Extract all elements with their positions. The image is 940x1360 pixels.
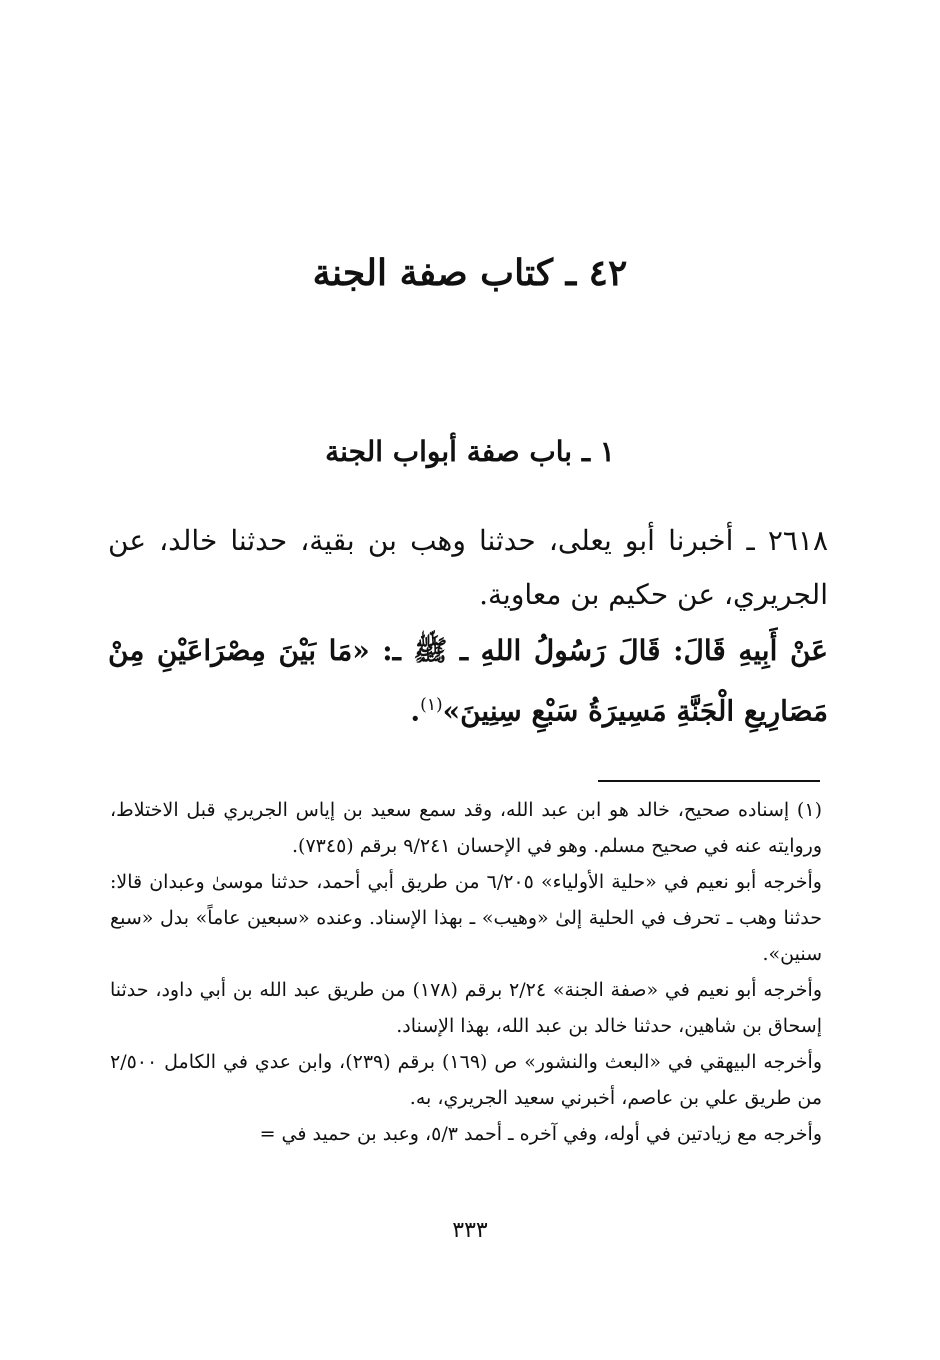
footnote-paragraph: وأخرجه مع زيادتين في أوله، وفي آخره ـ أحمد ٥/٣، وعبد بن حميد في = bbox=[259, 1123, 822, 1145]
hadith-matn-text: عَنْ أَبِيهِ قَالَ: قَالَ رَسُولُ اللهِ ـ ﷺ ـ: «مَا بَيْنَ مِصْرَاعَيْنِ مِنْ مَصَارِيعِ الْجَنَّةِ مَسِيرَةُ سَبْعِ سِنِينَ» bbox=[108, 634, 828, 728]
hadith-isnad: ٢٦١٨ ـ أخبرنا أبو يعلى، حدثنا وهب بن بقية، حدثنا خالد، عن الجريري، عن حكيم بن معاوية. bbox=[108, 524, 828, 611]
hadith-end-mark: . bbox=[410, 694, 421, 728]
hadith-matn bbox=[108, 624, 828, 738]
footnotes bbox=[110, 792, 822, 1152]
section-title: ١ ـ باب صفة أبواب الجنة bbox=[325, 435, 615, 468]
footnote-paragraph: وأخرجه أبو نعيم في «صفة الجنة» ٢/٢٤ برقم (١٧٨) من طريق عبد الله بن أبي داود، حدثنا إسحاق بن شاهين، حدثنا خالد بن عبد الله، بهذا الإسناد. bbox=[110, 979, 822, 1037]
footnote-paragraph: وأخرجه أبو نعيم في «حلية الأولياء» ٦/٢٠٥ من طريق أبي أحمد، حدثنا موسىٰ وعبدان قالا: حدثنا وهب ـ تحرف في الحلية إلىٰ «وهيب» ـ بهذا الإسناد. وعنده «سبعين عاماً» بدل «سبع سنين». bbox=[110, 871, 822, 965]
footnote-separator bbox=[598, 780, 820, 782]
chapter-title: ٤٢ ـ كتاب صفة الجنة bbox=[312, 252, 628, 294]
footnote-paragraph: (١) إسناده صحيح، خالد هو ابن عبد الله، وقد سمع سعيد بن إياس الجريري قبل الاختلاط، وروايته عنه في صحيح مسلم. وهو في الإحسان ٩/٢٤١ برقم (٧٣٤٥). bbox=[110, 799, 822, 857]
page-number: ٣٣٣ bbox=[452, 1218, 488, 1243]
footnote-paragraph: وأخرجه البيهقي في «البعث والنشور» ص (١٦٩) برقم (٢٣٩)، وابن عدي في الكامل ٢/٥٠٠ من طريق علي بن عاصم، أخبرني سعيد الجريري، به. bbox=[110, 1051, 823, 1109]
hadith-block bbox=[108, 514, 828, 738]
footnote-reference: (١) bbox=[420, 695, 443, 715]
